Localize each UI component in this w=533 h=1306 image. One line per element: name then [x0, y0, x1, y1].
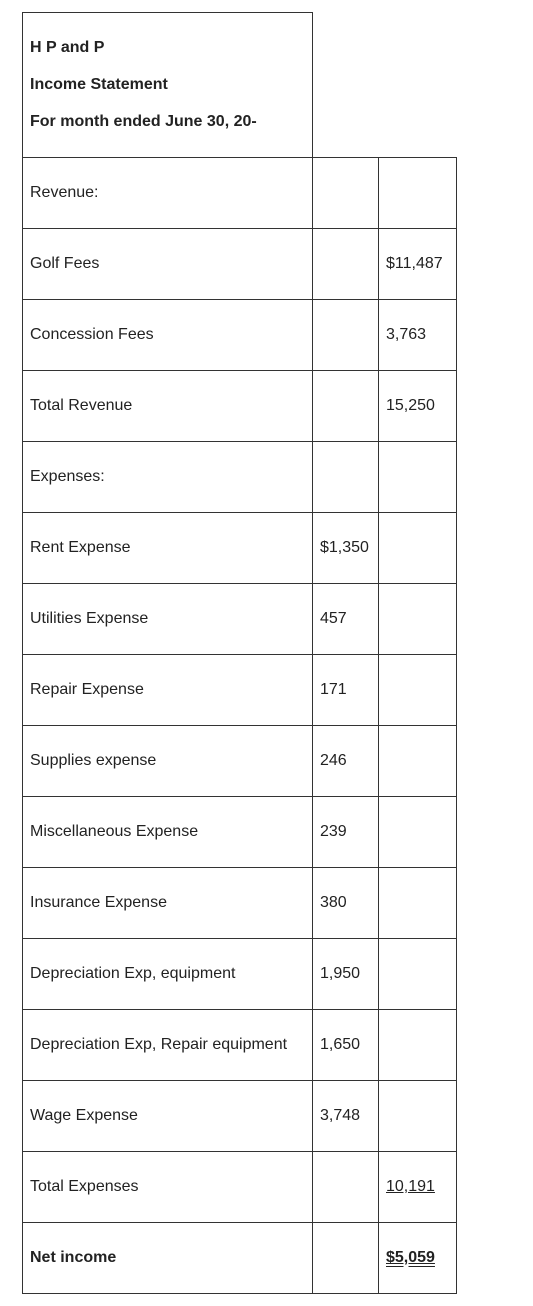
- table-row: [23, 1010, 457, 1081]
- row-expense-amount: 1,650: [313, 1010, 379, 1081]
- row-total-amount: 3,763: [379, 300, 457, 371]
- row-expense-amount: [313, 1223, 379, 1294]
- row-expense-amount: 380: [313, 868, 379, 939]
- table-row: [23, 797, 457, 868]
- row-label: Repair Expense: [23, 655, 313, 726]
- total-expenses-amount: 10,191: [386, 1178, 435, 1195]
- company-name: H P and P: [30, 39, 105, 56]
- table-row: [23, 726, 457, 797]
- row-expense-amount: [313, 371, 379, 442]
- row-expense-amount: 1,950: [313, 939, 379, 1010]
- table-row: [23, 868, 457, 939]
- row-total-amount: [379, 655, 457, 726]
- row-label: Depreciation Exp, equipment: [23, 939, 313, 1010]
- statement-title: Income Statement: [30, 76, 168, 93]
- table-row: [23, 300, 457, 371]
- row-total-amount: [379, 442, 457, 513]
- row-expense-amount: 3,748: [313, 1081, 379, 1152]
- row-expense-amount: $1,350: [313, 513, 379, 584]
- row-total-amount: [379, 1152, 457, 1223]
- row-total-amount: [379, 868, 457, 939]
- row-total-amount: [379, 1223, 457, 1294]
- row-total-amount: [379, 513, 457, 584]
- row-label: Net income: [23, 1223, 313, 1294]
- table-row: [23, 229, 457, 300]
- row-label: Insurance Expense: [23, 868, 313, 939]
- statement-header: [22, 12, 313, 157]
- row-label: Total Revenue: [23, 371, 313, 442]
- row-label: Wage Expense: [23, 1081, 313, 1152]
- row-label: Supplies expense: [23, 726, 313, 797]
- row-label: Miscellaneous Expense: [23, 797, 313, 868]
- table-row-net-income: [23, 1223, 457, 1294]
- statement-period: For month ended June 30, 20-: [30, 113, 257, 130]
- row-total-amount: $11,487: [379, 229, 457, 300]
- row-total-amount: [379, 939, 457, 1010]
- row-label: Golf Fees: [23, 229, 313, 300]
- row-expense-amount: [313, 1152, 379, 1223]
- row-expense-amount: 246: [313, 726, 379, 797]
- row-label: Expenses:: [23, 442, 313, 513]
- table-row: [23, 1081, 457, 1152]
- row-expense-amount: [313, 158, 379, 229]
- row-expense-amount: 171: [313, 655, 379, 726]
- table-row: [23, 513, 457, 584]
- row-label: Utilities Expense: [23, 584, 313, 655]
- row-expense-amount: [313, 229, 379, 300]
- row-total-amount: [379, 1081, 457, 1152]
- net-income-amount: $5,059: [386, 1249, 435, 1266]
- row-label: Revenue:: [23, 158, 313, 229]
- row-expense-amount: [313, 442, 379, 513]
- table-row: [23, 371, 457, 442]
- row-label: Concession Fees: [23, 300, 313, 371]
- row-expense-amount: 457: [313, 584, 379, 655]
- row-expense-amount: [313, 300, 379, 371]
- row-label: Depreciation Exp, Repair equipment: [23, 1010, 313, 1081]
- row-label: Total Expenses: [23, 1152, 313, 1223]
- row-expense-amount: 239: [313, 797, 379, 868]
- table-row-revenue-heading: [23, 158, 457, 229]
- table-row: [23, 584, 457, 655]
- row-total-amount: [379, 158, 457, 229]
- table-row-expenses-heading: [23, 442, 457, 513]
- income-statement-table: [22, 157, 457, 1294]
- table-row: [23, 655, 457, 726]
- row-label: Rent Expense: [23, 513, 313, 584]
- row-total-amount: [379, 1010, 457, 1081]
- table-row: [23, 939, 457, 1010]
- row-total-amount: [379, 797, 457, 868]
- row-total-amount: [379, 584, 457, 655]
- row-total-amount: [379, 726, 457, 797]
- row-total-amount: 15,250: [379, 371, 457, 442]
- table-row-total-expenses: [23, 1152, 457, 1223]
